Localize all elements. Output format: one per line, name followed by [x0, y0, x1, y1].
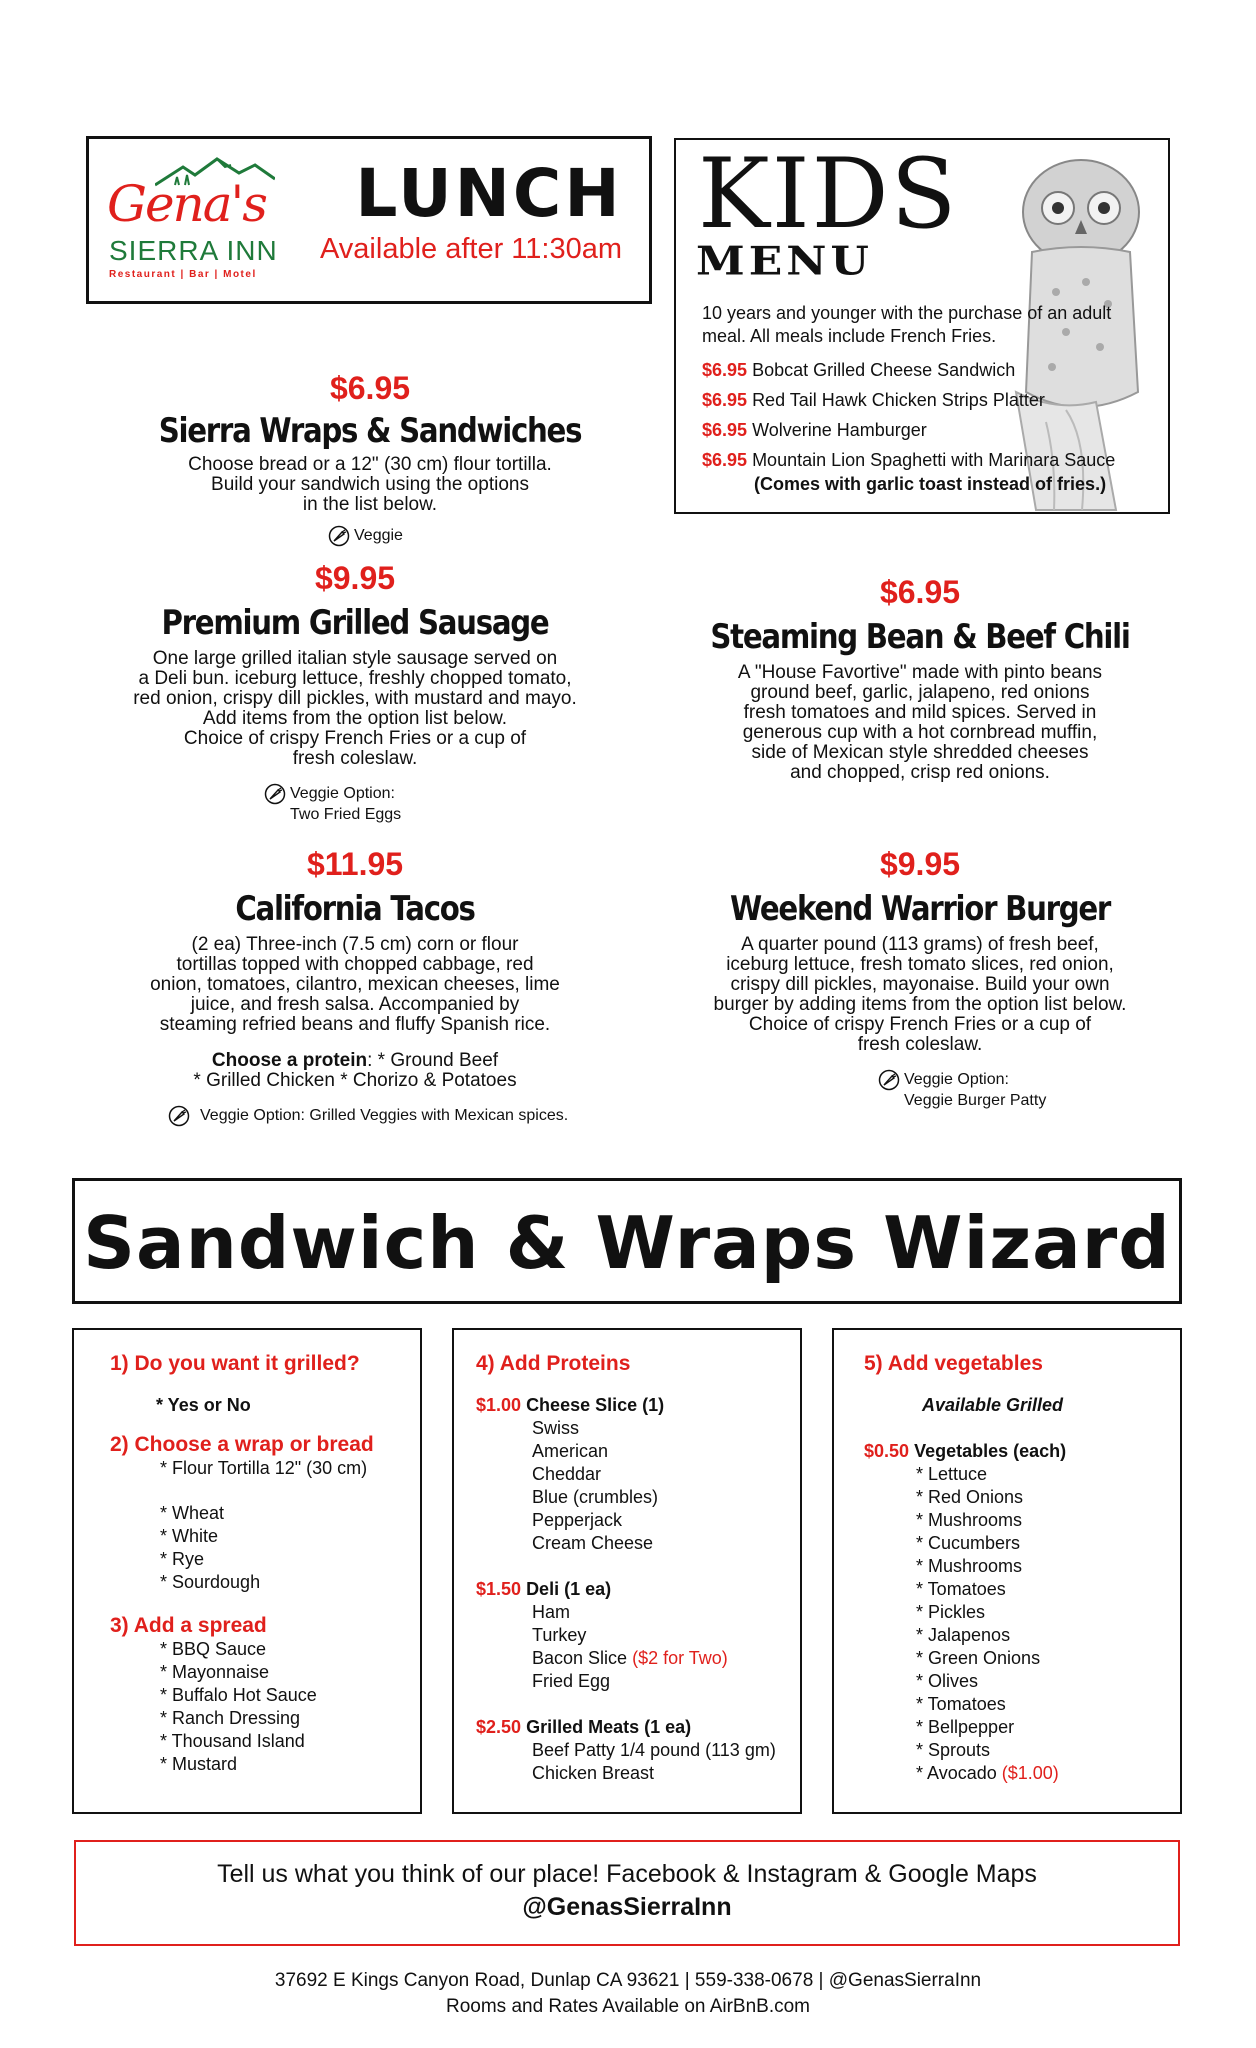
grill-option: Chicken Breast: [532, 1763, 655, 1783]
desc-line: in the list below.: [302, 494, 438, 515]
question-wrap-bread: 2) Choose a wrap or bread: [110, 1433, 374, 1456]
dish-price: $9.95: [314, 560, 396, 596]
bread-option: * Flour Tortilla 12" (30 cm): [160, 1458, 368, 1478]
available-grilled: Available Grilled: [922, 1395, 1064, 1415]
desc-line: steaming refried beans and fluffy Spanish rice.: [159, 1014, 551, 1035]
desc-line: Choice of crispy French Fries or a cup of: [748, 1014, 1092, 1035]
cheese-option: Swiss: [532, 1418, 580, 1438]
bread-option: * Wheat: [160, 1503, 225, 1523]
spread-option: * Mustard: [160, 1754, 238, 1774]
avocado-note: ($1.00): [1001, 1763, 1059, 1783]
dish-description: [110, 455, 630, 515]
kids-item-name: Bobcat Grilled Cheese Sandwich: [752, 360, 1016, 380]
logo-name: SIERRA INN: [109, 235, 278, 266]
kids-item-price: $6.95: [702, 450, 748, 470]
dish-name: Steaming Bean & Beef Chili: [710, 617, 1130, 657]
veg-option: * Mushrooms: [916, 1556, 1023, 1576]
cheese-label: Cheese Slice (1): [526, 1395, 665, 1415]
kids-item-name: Wolverine Hamburger: [752, 420, 927, 440]
cheese-option: Cheddar: [532, 1464, 602, 1484]
desc-line: tortillas topped with chopped cabbage, red: [176, 954, 534, 975]
restaurant-logo: [107, 155, 287, 285]
bread-option: * Rye: [160, 1549, 205, 1569]
veggie-label: Veggie Option:: [290, 785, 395, 802]
desc-line: red onion, crispy dill pickles, with mustard and mayo.: [133, 688, 577, 709]
dish-name: California Tacos: [235, 889, 475, 929]
vegetables-title: 5) Add vegetables: [864, 1352, 1043, 1375]
spread-option: * Thousand Island: [160, 1731, 305, 1751]
question-grilled: 1) Do you want it grilled?: [110, 1352, 360, 1375]
veg-option: * Cucumbers: [916, 1533, 1021, 1553]
proteins-title: 4) Add Proteins: [476, 1352, 631, 1375]
desc-line: burger by adding items from the option list below.: [713, 994, 1127, 1015]
social-handle[interactable]: @GenasSierraInn: [522, 1893, 732, 1921]
desc-line: crispy dill pickles, mayonaise. Build your own: [730, 974, 1110, 995]
veggie-option: [168, 1105, 610, 1127]
deli-label: Deli (1 ea): [526, 1579, 612, 1599]
desc-line: side of Mexican style shredded cheeses: [751, 742, 1089, 763]
kids-item: [702, 450, 1162, 474]
dish-chili: [660, 574, 1180, 783]
desc-line: One large grilled italian style sausage served on: [152, 648, 558, 669]
kids-item-price: $6.95: [702, 420, 748, 440]
kids-title-menu: MENU: [696, 238, 873, 285]
desc-line: Add items from the option list below.: [202, 708, 508, 729]
kids-item: [702, 390, 1162, 420]
veg-option: * Tomatoes: [916, 1694, 1006, 1714]
veg-option: * Mushrooms: [916, 1510, 1023, 1530]
deli-header: [476, 1578, 796, 1601]
bread-option: * White: [160, 1526, 219, 1546]
desc-line: Build your sandwich using the options: [211, 474, 529, 495]
desc-line: (2 ea) Three-inch (7.5 cm) corn or flour: [191, 934, 519, 955]
footer-address: 37692 E Kings Canyon Road, Dunlap CA 93621 | 559-338-0678 | @GenasSierraInn: [274, 1970, 982, 1991]
veggie-label: Veggie Option:: [904, 1071, 1009, 1088]
dish-price: $6.95: [329, 370, 411, 406]
cheese-option: Blue (crumbles): [532, 1487, 659, 1507]
wizard-col-proteins: [452, 1328, 802, 1814]
spread-option: * Mayonnaise: [160, 1662, 270, 1682]
dish-sausage: [100, 560, 610, 825]
veggie-carrot-icon: [264, 783, 286, 805]
dish-name: Sierra Wraps & Sandwiches: [158, 411, 582, 451]
desc-line: and chopped, crisp red onions.: [790, 762, 1050, 783]
veg-option: * Avocado ($1.00): [916, 1763, 1059, 1783]
deli-option: Ham: [532, 1602, 571, 1622]
veggie-carrot-icon: [168, 1105, 190, 1127]
desc-line: Choose bread or a 12" (30 cm) flour tortilla.: [188, 454, 552, 475]
kids-intro: 10 years and younger with the purchase of an adult meal. All meals include French Fries.: [702, 303, 1112, 346]
kids-item-name: Mountain Lion Spaghetti with Marinara Sauce: [752, 450, 1116, 470]
veggie-option: [264, 783, 610, 825]
veggie-detail: Two Fried Eggs: [290, 806, 402, 823]
veggie-option: [878, 1069, 1180, 1111]
desc-line: generous cup with a hot cornbread muffin,: [742, 722, 1098, 743]
desc-line: fresh tomatoes and mild spices. Served in: [743, 702, 1097, 723]
wizard-title-box: [72, 1178, 1182, 1304]
dish-price: $11.95: [306, 846, 404, 882]
desc-line: iceburg lettuce, fresh tomato slices, red onion,: [726, 954, 1114, 975]
dish-price: $9.95: [879, 846, 961, 882]
veggie-detail: Veggie Burger Patty: [904, 1092, 1047, 1109]
veggie-option: [328, 525, 630, 547]
cheese-option: Pepperjack: [532, 1510, 623, 1530]
veg-option: * Bellpepper: [916, 1717, 1015, 1737]
veg-price: $0.50: [864, 1441, 910, 1461]
protein-options: * Grilled Chicken * Chorizo & Potatoes: [193, 1070, 517, 1091]
bacon-note: ($2 for Two): [632, 1648, 728, 1668]
dish-description: [660, 663, 1180, 783]
kids-item: [702, 420, 1162, 450]
footer-airbnb[interactable]: Rooms and Rates Available on AirBnB.com: [445, 1996, 810, 2017]
veggie-label: Veggie: [354, 527, 403, 544]
bread-option: * Sourdough: [160, 1572, 261, 1592]
cheese-header: [476, 1394, 796, 1417]
veg-option: * Tomatoes: [916, 1579, 1006, 1599]
kids-item-name: Red Tail Hawk Chicken Strips Platter: [752, 390, 1045, 410]
social-message: Tell us what you think of our place! Facebook & Instagram & Google Maps: [217, 1860, 1037, 1888]
kids-title: KIDS: [698, 138, 959, 250]
cheese-option: American: [532, 1441, 609, 1461]
desc-line: ground beef, garlic, jalapeno, red onions: [750, 682, 1090, 703]
kids-menu-box: [674, 138, 1170, 514]
desc-line: fresh coleslaw.: [292, 748, 418, 769]
spread-option: * BBQ Sauce: [160, 1639, 267, 1659]
protein-options: : * Ground Beef: [367, 1050, 499, 1071]
dish-price: $6.95: [879, 574, 961, 610]
veggie-carrot-icon: [328, 525, 350, 547]
deli-option: Turkey: [532, 1625, 587, 1645]
dish-description: [100, 935, 610, 1035]
grill-label: Grilled Meats (1 ea): [526, 1717, 692, 1737]
lunch-title: LUNCH: [355, 155, 623, 232]
deli-price: $1.50: [476, 1579, 522, 1599]
grill-option: Beef Patty 1/4 pound (113 gm): [532, 1740, 776, 1760]
desc-line: a Deli bun. iceburg lettuce, freshly chopped tomato,: [138, 668, 572, 689]
kids-item-price: $6.95: [702, 360, 748, 380]
veg-header: [864, 1440, 1174, 1463]
desc-line: fresh coleslaw.: [857, 1034, 983, 1055]
protein-choice: [100, 1051, 610, 1091]
veg-label: Vegetables (each): [914, 1441, 1067, 1461]
veg-option: * Pickles: [916, 1602, 986, 1622]
dish-description: [100, 649, 610, 769]
veg-option: * Lettuce: [916, 1464, 988, 1484]
kids-note: (Comes with garlic toast instead of fries.): [754, 474, 1107, 494]
logo-script: Gena's: [107, 175, 266, 233]
dish-burger: [660, 846, 1180, 1111]
question-spread: 3) Add a spread: [110, 1614, 267, 1637]
desc-line: juice, and fresh salsa. Accompanied by: [190, 994, 520, 1015]
grilled-answer: * Yes or No: [156, 1395, 251, 1415]
spread-option: * Buffalo Hot Sauce: [160, 1685, 317, 1705]
veg-option: * Green Onions: [916, 1648, 1041, 1668]
veggie-carrot-icon: [878, 1069, 900, 1091]
cheese-option: Cream Cheese: [532, 1533, 654, 1553]
desc-line: A "House Favortive" made with pinto beans: [737, 662, 1103, 683]
wizard-col-bread: [72, 1328, 422, 1814]
dish-name: Weekend Warrior Burger: [729, 889, 1111, 929]
lunch-header-box: [86, 136, 652, 304]
dish-wraps: [110, 370, 630, 547]
dish-name: Premium Grilled Sausage: [161, 603, 549, 643]
cheese-price: $1.00: [476, 1395, 522, 1415]
deli-option: Bacon Slice ($2 for Two): [532, 1648, 728, 1668]
lunch-availability: Available after 11:30am: [319, 233, 622, 265]
dish-tacos: [100, 846, 610, 1127]
desc-line: onion, tomatoes, cilantro, mexican cheeses, lime: [150, 974, 560, 995]
footer: [0, 1968, 1256, 2020]
wizard-title: Sandwich & Wraps Wizard: [83, 1201, 1171, 1285]
desc-line: A quarter pound (113 grams) of fresh beef,: [741, 934, 1099, 955]
veg-option: * Olives: [916, 1671, 979, 1691]
kids-items: [702, 360, 1162, 495]
kids-item: [702, 360, 1162, 390]
dish-description: [660, 935, 1180, 1055]
logo-tagline: Restaurant | Bar | Motel: [109, 269, 257, 280]
deli-option: Fried Egg: [532, 1671, 611, 1691]
kids-item-price: $6.95: [702, 390, 748, 410]
grill-price: $2.50: [476, 1717, 522, 1737]
veg-option: * Red Onions: [916, 1487, 1024, 1507]
grill-header: [476, 1716, 796, 1739]
veg-option: * Jalapenos: [916, 1625, 1011, 1645]
veg-option: * Sprouts: [916, 1740, 991, 1760]
spread-option: * Ranch Dressing: [160, 1708, 301, 1728]
protein-label: Choose a protein: [211, 1050, 368, 1071]
veggie-label: Veggie Option: Grilled Veggies with Mexican spices.: [200, 1107, 569, 1124]
wizard-col-vegetables: [832, 1328, 1182, 1814]
desc-line: Choice of crispy French Fries or a cup of: [183, 728, 527, 749]
social-box: [74, 1840, 1180, 1946]
